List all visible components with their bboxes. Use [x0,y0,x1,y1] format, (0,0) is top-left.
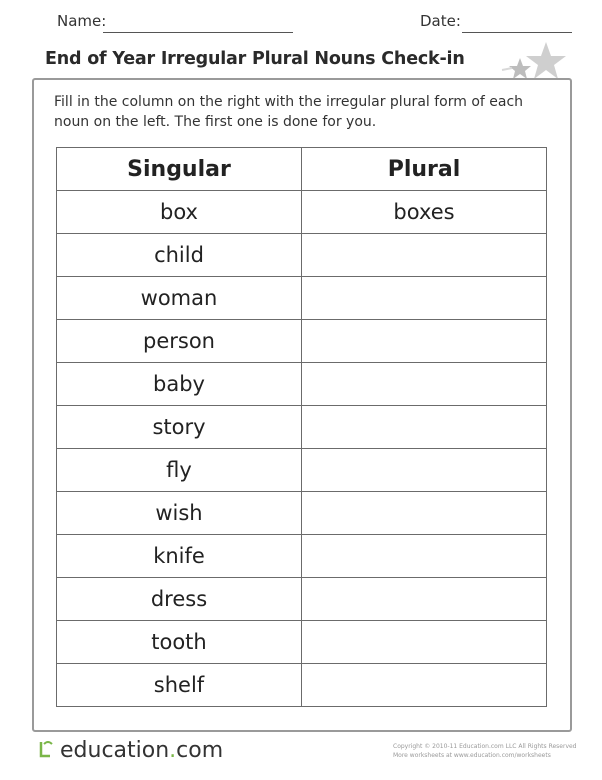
logo-text-pre: education [60,738,170,763]
name-field-line[interactable] [103,32,293,33]
plural-answer-cell[interactable] [302,621,547,664]
table-row [57,363,547,406]
logo-text-post: com [176,738,224,763]
plural-header: Plural [302,148,547,191]
table-row [57,191,547,234]
table-row [57,621,547,664]
plural-answer-cell[interactable] [302,406,547,449]
more-worksheets-link[interactable]: More worksheets at www.education.com/worksheets [393,752,551,759]
table-row [57,277,547,320]
singular-cell: baby [57,363,302,406]
singular-cell: fly [57,449,302,492]
singular-cell: woman [57,277,302,320]
table-row [57,492,547,535]
table-header-row [57,148,547,191]
plural-answer-cell[interactable] [302,320,547,363]
table-row [57,449,547,492]
plural-answer-cell[interactable] [302,277,547,320]
plural-answer-cell[interactable]: boxes [302,191,547,234]
table-row [57,535,547,578]
instructions: Fill in the column on the right with the irregular plural form of each noun on the left. The first one is done for you. [54,94,524,130]
date-field-line[interactable] [462,32,572,33]
table-row [57,578,547,621]
table-row [57,234,547,277]
singular-cell: wish [57,492,302,535]
plural-answer-cell[interactable] [302,449,547,492]
plural-table [56,147,547,707]
singular-cell: knife [57,535,302,578]
plural-answer-cell[interactable] [302,234,547,277]
education-logo [38,738,223,763]
singular-cell: story [57,406,302,449]
name-label: Name: [57,12,107,30]
date-label: Date: [420,12,461,30]
singular-cell: person [57,320,302,363]
logo-dot: . [169,738,177,763]
table-row [57,406,547,449]
copyright-note [393,742,583,760]
singular-cell: child [57,234,302,277]
plural-answer-cell[interactable] [302,664,547,707]
copyright-text: Copyright © 2010-11 Education.com LLC All Rights Reserved [393,743,577,750]
plural-answer-cell[interactable] [302,363,547,406]
singular-cell: shelf [57,664,302,707]
table-row [57,320,547,363]
table-row [57,664,547,707]
plural-answer-cell[interactable] [302,535,547,578]
singular-header: Singular [57,148,302,191]
plural-answer-cell[interactable] [302,492,547,535]
worksheet-title: End of Year Irregular Plural Nouns Check-in [45,49,465,69]
singular-cell: dress [57,578,302,621]
singular-cell: box [57,191,302,234]
plural-answer-cell[interactable] [302,578,547,621]
education-logo-icon [38,738,58,760]
singular-cell: tooth [57,621,302,664]
